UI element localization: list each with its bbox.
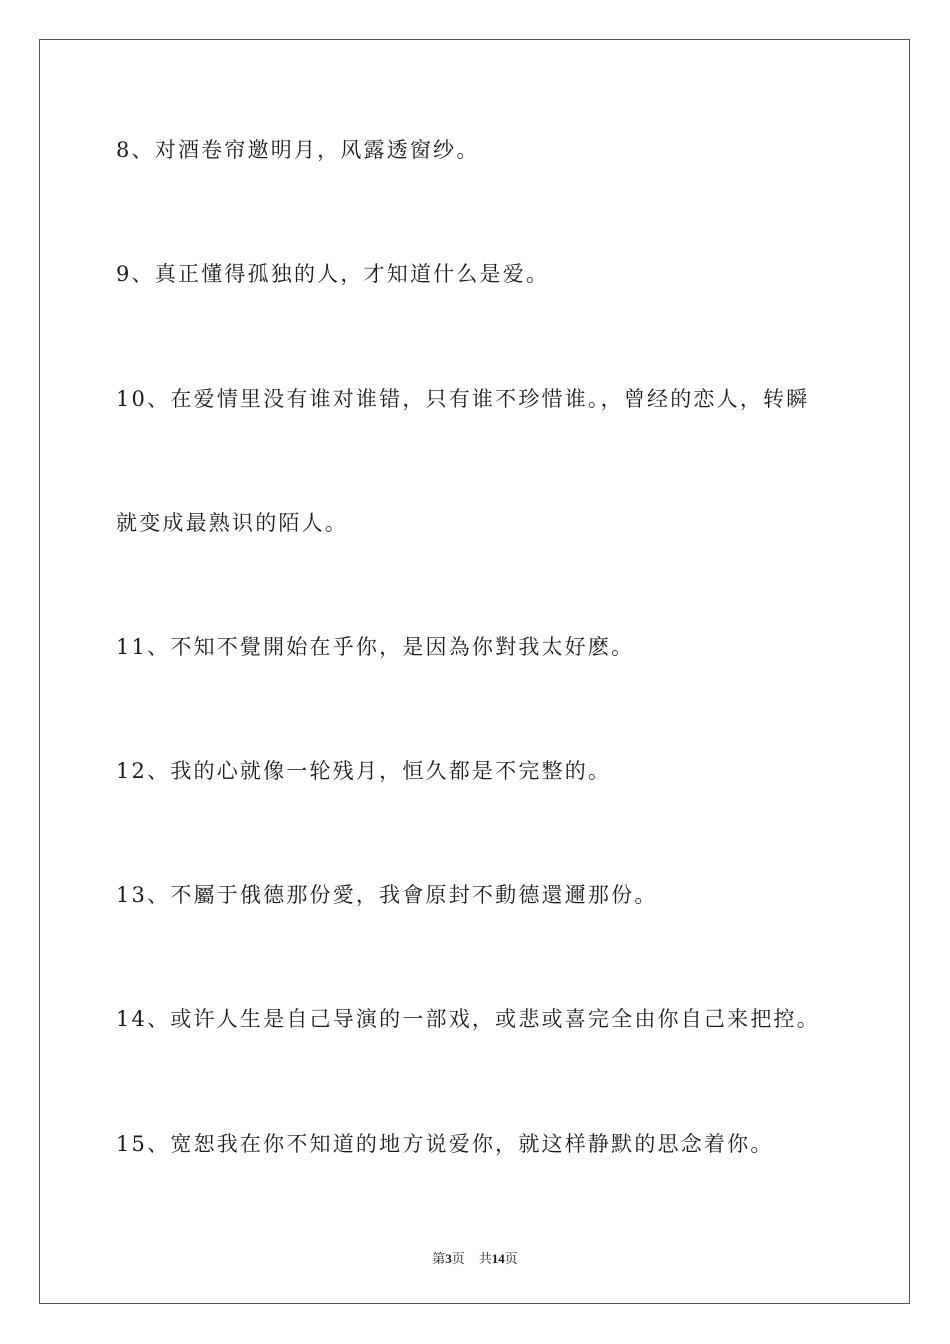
text-line-4: 就变成最熟识的陌人。 xyxy=(116,511,348,535)
text-line-6: 12、我的心就像一轮残月，恒久都是不完整的。 xyxy=(116,759,612,783)
text-line-7: 13、不屬于俄德那份愛，我會原封不動德還邇那份。 xyxy=(116,883,658,907)
page-prefix: 第 xyxy=(432,1251,446,1266)
page-suffix: 页 xyxy=(451,1251,465,1266)
text-line-3: 10、在爱情里没有谁对谁错，只有谁不珍惜谁。，曾经的恋人，转瞬 xyxy=(116,387,810,411)
total-pages: 14 xyxy=(491,1251,505,1266)
total-suffix: 页 xyxy=(504,1251,518,1266)
text-line-5: 11、不知不覺開始在乎你，是因為你對我太好麽。 xyxy=(116,635,635,659)
text-line-8: 14、或许人生是自己导演的一部戏，或悲或喜完全由你自己来把控。 xyxy=(116,1007,820,1031)
page-footer xyxy=(0,1250,950,1268)
page-number: 3 xyxy=(445,1251,452,1266)
text-line-9: 15、宽恕我在你不知道的地方说爱你，就这样静默的思念着你。 xyxy=(116,1132,774,1156)
page-border xyxy=(39,39,910,1304)
total-prefix: 共 xyxy=(478,1251,492,1266)
text-line-1: 8、对酒卷帘邀明月，风露透窗纱。 xyxy=(116,138,480,162)
text-line-2: 9、真正懂得孤独的人，才知道什么是爱。 xyxy=(116,262,550,286)
